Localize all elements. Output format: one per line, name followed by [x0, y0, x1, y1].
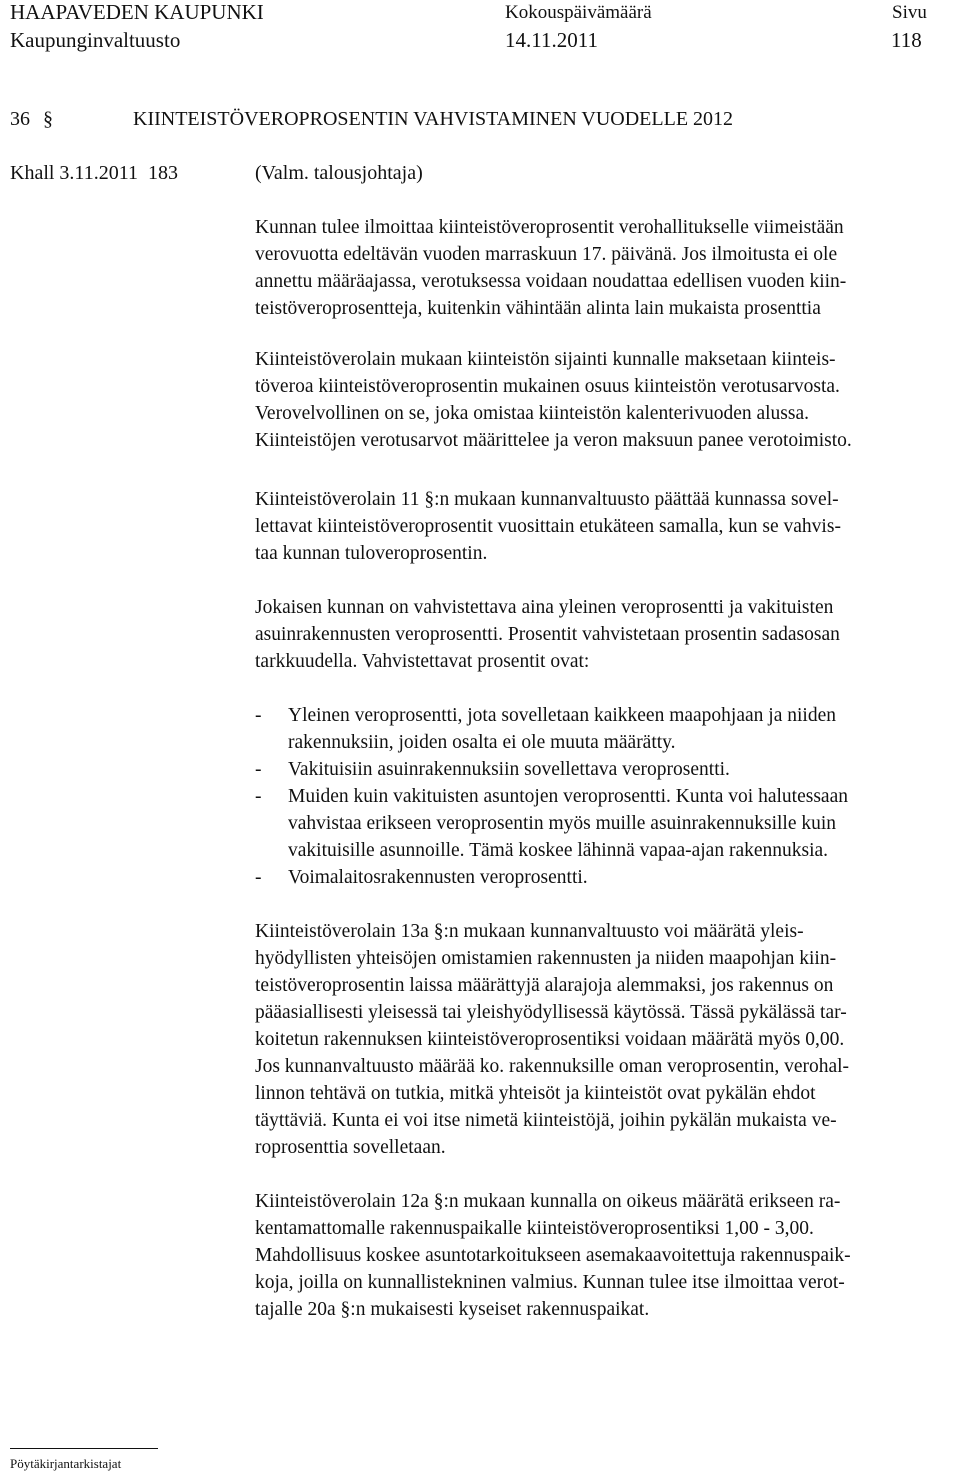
text-line: Jos kunnanvaltuusto määrää ko. rakennuksille oman veroprosentin, verohal-: [255, 1056, 850, 1077]
text-line: Kiinteistöverolain 12a §:n mukaan kunnalla on oikeus määrätä erikseen ra-: [255, 1191, 841, 1212]
text-line: teistöveroprosentin laissa määrättyjä alarajoja alemmaksi, jos rakennus on: [255, 975, 834, 996]
text-line: töveroa kiinteistöveroprosentin mukainen osuus kiinteistön verotusarvosta.: [255, 376, 840, 397]
paragraph: [255, 486, 945, 567]
meeting-date: 14.11.2011: [505, 28, 598, 52]
prior-number: 183: [147, 162, 178, 184]
list-item: [255, 864, 955, 891]
text-line: annettu määräajassa, verotuksessa voidaan noudattaa edellisen vuoden kiin-: [255, 271, 847, 292]
text-line: teistöveroprosentteja, kuitenkin vähintään alinta lain mukaista prosenttia: [255, 298, 821, 319]
list-item: [255, 783, 955, 864]
text-line: täyttäviä. Kunta ei voi itse nimetä kiinteistöjä, joihin pykälän mukaista ve-: [255, 1110, 837, 1131]
page-number: 118: [891, 28, 922, 52]
text-line: linnon tehtävä on tutkia, mitkä yhteisöt ja kiinteistöt ovat pykälän ehdot: [255, 1083, 816, 1104]
section-symbol: §: [43, 108, 53, 130]
list-bullet: -: [255, 867, 262, 888]
text-line: rakennuksiin, joiden osalta ei ole muuta määrätty.: [288, 732, 676, 753]
signature-label: Pöytäkirjantarkistajat: [10, 1456, 122, 1471]
text-line: asuinrakennusten veroprosentti. Prosentit vahvistetaan prosentin sadasosan: [255, 624, 840, 645]
text-line: Muiden kuin vakituisten asuntojen veroprosentti. Kunta voi halutessaan: [288, 786, 848, 807]
date-label: Kokouspäivämäärä: [505, 2, 652, 23]
preparer: (Valm. talousjohtaja): [255, 162, 423, 184]
text-line: hyödyllisten yhteisöjen omistamien rakennusten ja niiden maapohjan kiin-: [255, 948, 837, 969]
list-bullet: -: [255, 759, 262, 780]
paragraph: [255, 214, 945, 322]
list-bullet: -: [255, 705, 262, 726]
text-line: pääasiallisesti yleisessä tai yleishyödyllisessä käytössä. Tässä pykälässä tar-: [255, 1002, 847, 1023]
section-title: KIINTEISTÖVEROPROSENTIN VAHVISTAMINEN VUODELLE 2012: [133, 108, 734, 130]
paragraph: [255, 346, 945, 454]
prior-ref: Khall 3.11.2011: [10, 162, 138, 184]
text-line: taa kunnan tuloveroprosentin.: [255, 543, 488, 564]
organization-name: HAAPAVEDEN KAUPUNKI: [10, 0, 264, 24]
list-bullet: -: [255, 786, 262, 807]
paragraph: [255, 1188, 945, 1323]
section-number: 36: [10, 108, 30, 130]
text-line: vahvistaa erikseen veroprosentin myös muille asuinrakennuksille kuin: [288, 813, 837, 834]
text-line: Kunnan tulee ilmoittaa kiinteistöveroprosentit verohallitukselle viimeistään: [255, 217, 844, 238]
prior-reference: [10, 160, 178, 187]
page-label: Sivu: [892, 2, 927, 23]
paragraph: [255, 918, 945, 1161]
text-line: verovuotta edeltävän vuoden marraskuun 17. päivänä. Jos ilmoitusta ei ole: [255, 244, 838, 265]
text-line: Kiinteistöverolain 13a §:n mukaan kunnanvaltuusto voi määrätä yleis-: [255, 921, 804, 942]
text-line: Voimalaitosrakennusten veroprosentti.: [288, 867, 588, 888]
text-line: kentamattomalle rakennuspaikalle kiinteistöveroprosentiksi 1,00 - 3,00.: [255, 1218, 814, 1239]
signature-rule: [10, 1448, 158, 1449]
body-name: Kaupunginvaltuusto: [10, 28, 181, 52]
text-line: koja, joilla on kunnallistekninen valmius. Kunnan tulee itse ilmoittaa verot-: [255, 1272, 845, 1293]
text-line: Verovelvollinen on se, joka omistaa kiinteistön kalenterivuoden alussa.: [255, 403, 809, 424]
text-line: lettavat kiinteistöveroprosentit vuosittain etukäteen samalla, kun se vahvis-: [255, 516, 841, 537]
text-line: Yleinen veroprosentti, jota sovelletaan kaikkeen maapohjaan ja niiden: [288, 705, 836, 726]
text-line: vakituisille asunnoille. Tämä koskee lähinnä vapaa-ajan rakennuksia.: [288, 840, 829, 861]
text-line: tarkkuudella. Vahvistettavat prosentit ovat:: [255, 651, 590, 672]
text-line: Kiinteistöverolain mukaan kiinteistön sijainti kunnalle maksetaan kiinteis-: [255, 349, 836, 370]
text-line: Kiinteistöjen verotusarvot määrittelee ja veron maksuun panee verotoimisto.: [255, 430, 852, 451]
text-line: tajalle 20a §:n mukaisesti kyseiset rakennuspaikat.: [255, 1299, 650, 1320]
text-line: roprosenttia sovelletaan.: [255, 1137, 446, 1158]
text-line: Vakituisiin asuinrakennuksiin sovellettava veroprosentti.: [288, 759, 730, 780]
text-line: Kiinteistöverolain 11 §:n mukaan kunnanvaltuusto päättää kunnassa sovel-: [255, 489, 839, 510]
text-line: Jokaisen kunnan on vahvistettava aina yleinen veroprosentti ja vakituisten: [255, 597, 834, 618]
text-line: Mahdollisuus koskee asuntotarkoitukseen asemakaavoitettuja rakennuspaik-: [255, 1245, 851, 1266]
paragraph: [255, 594, 945, 675]
list-item: [255, 702, 955, 756]
rate-list: [255, 702, 955, 891]
text-line: koitetun rakennuksen kiinteistöveroprosentiksi voidaan määrätä myös 0,00.: [255, 1029, 845, 1050]
list-item: [255, 756, 955, 783]
section-heading: [10, 106, 53, 133]
